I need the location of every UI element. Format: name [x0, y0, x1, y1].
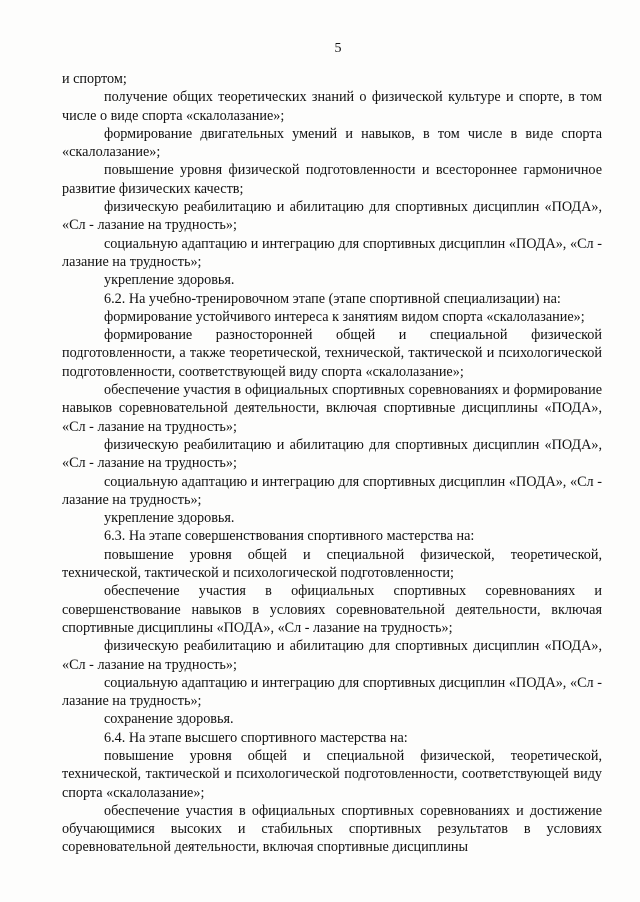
paragraph: укрепление здоровья. — [104, 272, 235, 289]
paragraph: укрепление здоровья. — [104, 510, 235, 527]
paragraph: физическую реабилитацию и абилитацию для спортивных дисциплин «ПОДА», «Сл - лазание на трудность»; — [62, 638, 602, 673]
paragraph: формирование двигательных умений и навыков, в том числе в виде спорта «скалолазание»; — [62, 125, 602, 161]
paragraph: социальную адаптацию и интеграцию для спортивных дисциплин «ПОДА», «Сл - лазание на трудность»; — [62, 235, 602, 270]
document-body — [62, 70, 602, 857]
paragraph: повышение уровня физической подготовленности и всестороннее гармоничное развитие физических качеств; — [62, 162, 602, 197]
paragraph: повышение уровня общей и специальной физической, теоретической, технической, тактической и психологической подготовленности, соответствующей виду спорта «скалолазание»; — [62, 747, 602, 801]
section-heading-6-2: 6.2. На учебно-тренировочном этапе (этапе спортивной специализации) на: — [104, 290, 561, 307]
paragraph: и спортом; — [62, 71, 127, 87]
paragraph: обеспечение участия в официальных спортивных соревнованиях и совершенствование навыков в условиях соревновательной деятельности, включая спортивные дисциплины «ПОДА», «Сл - лазание на трудность»; — [62, 583, 602, 636]
paragraph: социальную адаптацию и интеграцию для спортивных дисциплин «ПОДА», «Сл - лазание на трудность»; — [62, 473, 602, 508]
paragraph: повышение уровня общей и специальной физической, теоретической, технической, тактической и психологической подготовленности; — [62, 546, 602, 582]
section-heading-6-4: 6.4. На этапе высшего спортивного мастерства на: — [104, 729, 408, 746]
paragraph: социальную адаптацию и интеграцию для спортивных дисциплин «ПОДА», «Сл - лазание на трудность»; — [62, 674, 602, 710]
paragraph: обеспечение участия в официальных спортивных соревнованиях и формирование навыков соревновательной деятельности, включая спортивные дисциплины «ПОДА», «Сл - лазание на трудность»; — [62, 382, 602, 435]
paragraph: сохранение здоровья. — [104, 711, 234, 728]
paragraph: обеспечение участия в официальных спортивных соревнованиях и достижение обучающимися высоких и стабильных спортивных результатов в условиях соревновательной деятельности, включая спортивные дисциплины — [62, 802, 602, 856]
page-number: 5 — [334, 41, 342, 56]
paragraph: получение общих теоретических знаний о физической культуре и спорте, в том числе о виде спорта «скалолазание»; — [62, 89, 602, 124]
section-heading-6-3: 6.3. На этапе совершенствования спортивного мастерства на: — [104, 528, 475, 545]
paragraph: физическую реабилитацию и абилитацию для спортивных дисциплин «ПОДА», «Сл - лазание на трудность»; — [62, 199, 602, 234]
paragraph: формирование устойчивого интереса к занятиям видом спорта «скалолазание»; — [104, 308, 585, 325]
paragraph: физическую реабилитацию и абилитацию для спортивных дисциплин «ПОДА», «Сл - лазание на трудность»; — [62, 436, 602, 472]
paragraph: формирование разносторонней общей и специальной физической подготовленности, а также теоретической, технической, тактической и психологической подготовленности, соответствующей виду спорта «скалолазание»; — [62, 327, 602, 380]
